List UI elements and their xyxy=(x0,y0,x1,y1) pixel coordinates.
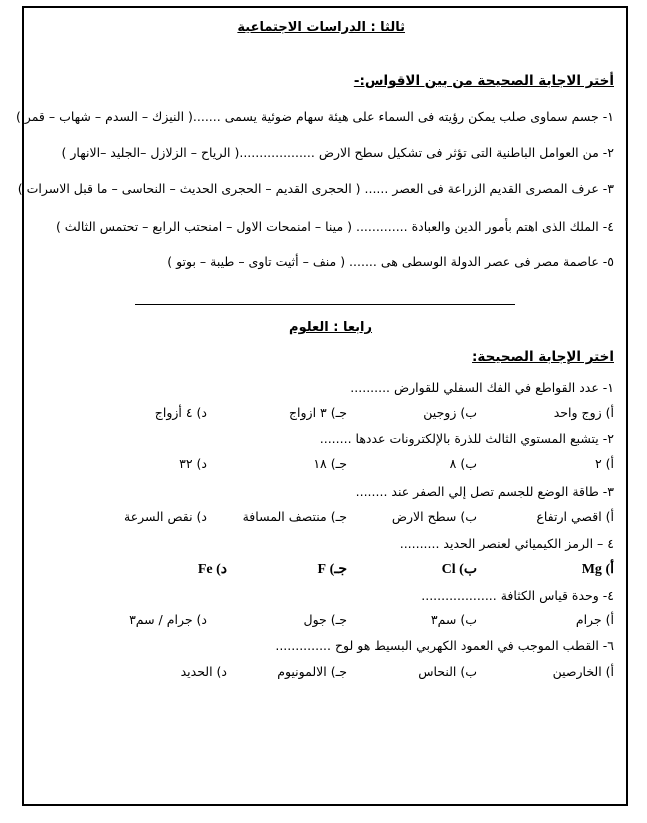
answer-option: أ) زوج واحد xyxy=(553,405,614,420)
answer-option: د) نقص السرعة xyxy=(124,509,207,524)
answer-option: د) الحديد xyxy=(180,664,227,679)
answer-option: جـ) F xyxy=(317,562,347,577)
science-question: ٢- يتشبع المستوي الثالث للذرة بالإلكترونات عددها ........ xyxy=(319,431,614,446)
answer-option: أ) ٢ xyxy=(594,456,614,471)
social-question: ٢- من العوامل الباطنية التى تؤثر فى تشكيل سطح الارض ...................( الرياح – الزلازل –الجليد –الانهار ) xyxy=(61,145,614,160)
answer-option: أ) الخارصين xyxy=(552,664,614,679)
answer-option: د) ٤ أزواج xyxy=(154,405,207,420)
section-instruction-social: أختر الاجابة الصحيحة من بين الاقواس:- xyxy=(353,73,614,89)
section-instruction-science: اختر الإجابة الصحيحة: xyxy=(472,349,614,365)
social-question: ٤- الملك الذى اهتم بأمور الدين والعبادة ............. ( مينا – امنمحات الاول – امنحتب الرابع – تحتمس الثالث ) xyxy=(55,219,614,234)
answer-option: ب) سطح الارض xyxy=(391,509,477,524)
science-question: ١- عدد القواطع في الفك السفلي للقوارض .......... xyxy=(350,380,614,395)
science-question: ٣- طاقة الوضع للجسم تصل إلي الصفر عند ........ xyxy=(355,484,614,499)
answer-option: جـ) جول xyxy=(303,612,347,627)
answer-option: أ) اقصي ارتفاع xyxy=(536,509,614,524)
answer-option: أ) جرام xyxy=(575,612,614,627)
section-title-science: رابعا : العلوم xyxy=(289,320,372,335)
social-question: ٣- عرف المصرى القديم الزراعة فى العصر ...... ( الحجرى القديم – الحجرى الحديث – النحاسى – ما قبل الاسرات ) xyxy=(17,181,614,196)
answer-option: جـ) الالمونيوم xyxy=(277,664,347,679)
answer-option: ب) ٨ xyxy=(449,456,477,471)
answer-option: د) Fe xyxy=(197,562,227,577)
science-question: ٤- وحدة قياس الكثافة ................... xyxy=(421,588,614,603)
section-divider xyxy=(135,304,515,305)
answer-option: ب) Cl xyxy=(441,562,477,577)
science-question: ٤ – الرمز الكيميائي لعنصر الحديد .......... xyxy=(399,536,614,551)
answer-option: ب) سم٣ xyxy=(430,612,477,627)
science-question: ٦- القطب الموجب في العمود الكهربي البسيط هو لوح .............. xyxy=(275,638,614,653)
answer-option: ب) زوجين xyxy=(423,405,477,420)
answer-option: د) جرام / سم٣ xyxy=(129,612,207,627)
answer-option: جـ) ١٨ xyxy=(313,456,347,471)
answer-option: جـ) منتصف المسافة xyxy=(242,509,347,524)
section-title-social: ثالثا : الدراسات الاجتماعية xyxy=(237,20,405,35)
social-question: ١- جسم سماوى صلب يمكن رؤيته فى السماء على هيئة سهام ضوئية يسمى .......( النيزك – السدم – شهاب – قمر ) xyxy=(15,109,614,124)
answer-option: ب) النحاس xyxy=(418,664,477,679)
answer-option: جـ) ٣ ازواج xyxy=(288,405,347,420)
answer-option: أ) Mg xyxy=(581,562,614,577)
answer-option: د) ٣٢ xyxy=(179,456,207,471)
social-question: ٥- عاصمة مصر فى عصر الدولة الوسطى هى ....... ( منف – أثيت تاوى – طيبة – بوتو ) xyxy=(167,254,614,269)
